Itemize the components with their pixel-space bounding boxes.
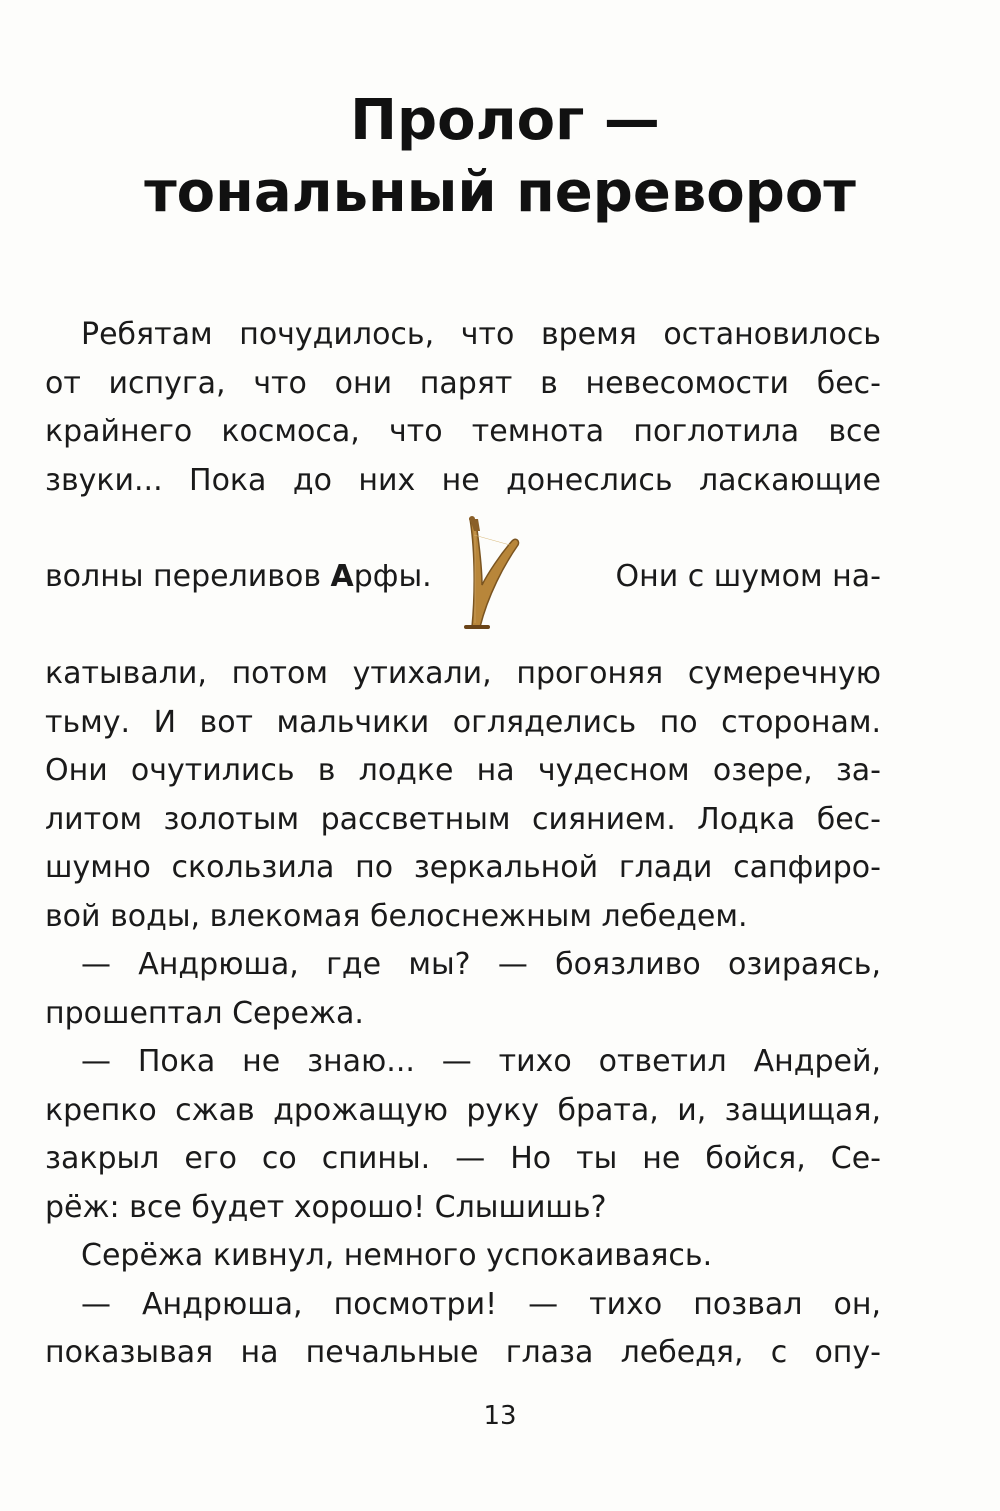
harp-line-after: Они с шумом на- <box>615 559 881 595</box>
text-line: Ребятам почудилось, что время остановилось <box>81 317 881 352</box>
text-line: литом золотым рассветным сиянием. Лодка бес- <box>45 801 881 837</box>
text-line-with-harp <box>45 505 881 650</box>
text-line: крепко сжав дрожащую руку брата, и, защищая, <box>45 1092 881 1128</box>
text-line: Они очутились в лодке на чудесном озере, за- <box>45 753 881 788</box>
text-line: — Андрюша, посмотри! — тихо позвал он, <box>81 1286 881 1322</box>
text-line: катывали, потом утихали, прогоняя сумеречную <box>45 656 881 691</box>
chapter-title <box>0 85 1000 229</box>
text-line: — Пока не знаю... — тихо ответил Андрей, <box>81 1044 881 1079</box>
text-line: — Андрюша, где мы? — боязливо озираясь, <box>81 947 881 982</box>
text-line: показывая на печальные глаза лебедя, с опу- <box>45 1335 881 1370</box>
text-line: тьму. И вот мальчики огляделись по сторонам. <box>45 704 881 740</box>
text-line: шумно скользила по зеркальной глади сапфиро- <box>45 850 881 885</box>
body-text <box>45 311 881 1378</box>
text-line: прошептал Сережа. <box>45 995 364 1031</box>
bold-letter: А <box>330 559 354 595</box>
text-line: вой воды, влекомая белоснежным лебедем. <box>45 898 748 934</box>
text-line: рёж: все будет хорошо! Слышишь? <box>45 1189 607 1225</box>
harp-icon <box>458 515 528 640</box>
chapter-title-line-1: Пролог — <box>350 88 660 153</box>
text-line: крайнего космоса, что темнота поглотила все <box>45 414 881 449</box>
page-number: 13 <box>483 1401 517 1431</box>
text-line: Серёжа кивнул, немного успокаиваясь. <box>81 1238 713 1273</box>
text-line: закрыл его со спины. — Но ты не бойся, Се- <box>45 1141 881 1176</box>
text-line: от испуга, что они парят в невесомости бес- <box>45 365 881 401</box>
harp-line-before: волны переливов Арфы. <box>45 559 432 595</box>
chapter-title-line-2: тональный переворот <box>144 160 856 225</box>
text-line: звуки... Пока до них не донеслись ласкающие <box>45 462 881 498</box>
